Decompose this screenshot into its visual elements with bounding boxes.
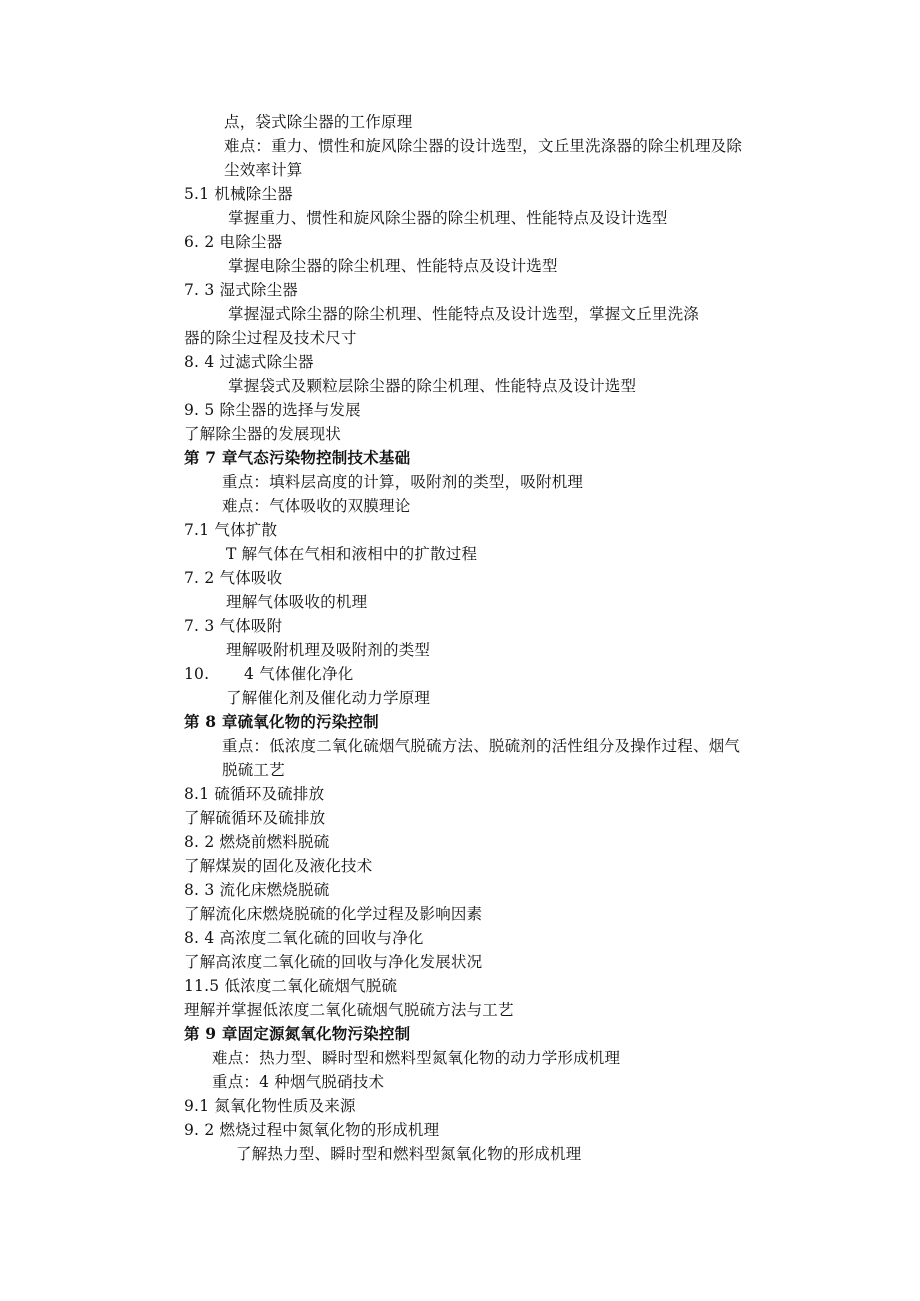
text-line: 尘效率计算 xyxy=(224,161,303,179)
section-heading: 8. 4 过滤式除尘器 xyxy=(184,353,314,371)
text-line: 掌握电除尘器的除尘机理、性能特点及设计选型 xyxy=(228,257,558,275)
section-heading: 7. 3 气体吸附 xyxy=(184,617,283,635)
text-line: 重点：填料层高度的计算，吸附剂的类型，吸附机理 xyxy=(222,473,584,491)
section-heading: 7. 3 湿式除尘器 xyxy=(184,281,299,299)
section-heading: 11.5 低浓度二氧化硫烟气脱硫 xyxy=(184,977,398,995)
section-heading: 8.1 硫循环及硫排放 xyxy=(184,785,325,803)
text-line: T 解气体在气相和液相中的扩散过程 xyxy=(226,545,478,563)
text-line: 掌握重力、惯性和旋风除尘器的除尘机理、性能特点及设计选型 xyxy=(228,209,668,227)
text-line: 了解煤炭的固化及液化技术 xyxy=(184,857,373,875)
text-line: 点，袋式除尘器的工作原理 xyxy=(224,113,413,131)
text-line: 理解气体吸收的机理 xyxy=(226,593,368,611)
section-heading: 8. 2 燃烧前燃料脱硫 xyxy=(184,833,330,851)
section-heading: 8. 3 流化床燃烧脱硫 xyxy=(184,881,330,899)
text-line: 难点：重力、惯性和旋风除尘器的设计选型，文丘里洗涤器的除尘机理及除 xyxy=(224,137,743,155)
chapter-heading: 第 8 章硫氧化物的污染控制 xyxy=(184,712,379,731)
text-line: 重点：低浓度二氧化硫烟气脱硫方法、脱硫剂的活性组分及操作过程、烟气 xyxy=(222,737,741,755)
text-line: 难点：气体吸收的双膜理论 xyxy=(222,497,411,515)
section-heading: 5.1 机械除尘器 xyxy=(184,185,293,203)
section-heading: 7. 2 气体吸收 xyxy=(184,569,283,587)
text-line: 难点：热力型、瞬时型和燃料型氮氧化物的动力学形成机理 xyxy=(212,1049,621,1067)
section-heading: 8. 4 高浓度二氧化硫的回收与净化 xyxy=(184,929,424,947)
section-heading: 7.1 气体扩散 xyxy=(184,521,278,539)
text-line: 了解高浓度二氧化硫的回收与净化发展状况 xyxy=(184,953,483,971)
text-line: 理解并掌握低浓度二氧化硫烟气脱硫方法与工艺 xyxy=(184,1001,514,1019)
text-line: 了解除尘器的发展现状 xyxy=(184,425,342,443)
section-heading: 6. 2 电除尘器 xyxy=(184,233,283,251)
text-line: 了解硫循环及硫排放 xyxy=(184,809,326,827)
section-heading: 9. 5 除尘器的选择与发展 xyxy=(184,401,361,419)
text-line: 了解催化剂及催化动力学原理 xyxy=(226,689,431,707)
text-line: 理解吸附机理及吸附剂的类型 xyxy=(226,641,431,659)
section-heading: 4 气体催化净化 xyxy=(244,665,354,683)
text-line: 重点：4 种烟气脱硝技术 xyxy=(212,1073,385,1091)
text-line: 了解流化床燃烧脱硫的化学过程及影响因素 xyxy=(184,905,483,923)
text-line: 器的除尘过程及技术尺寸 xyxy=(184,329,357,347)
text-line: 掌握湿式除尘器的除尘机理、性能特点及设计选型，掌握文丘里洗涤 xyxy=(228,305,700,323)
text-line: 掌握袋式及颗粒层除尘器的除尘机理、性能特点及设计选型 xyxy=(228,377,637,395)
text-line: 了解热力型、瞬时型和燃料型氮氧化物的形成机理 xyxy=(236,1145,582,1163)
text-line: 脱硫工艺 xyxy=(222,761,285,779)
chapter-heading: 第 9 章固定源氮氧化物污染控制 xyxy=(184,1024,411,1043)
section-heading: 9. 2 燃烧过程中氮氧化物的形成机理 xyxy=(184,1121,440,1139)
section-heading: 9.1 氮氧化物性质及来源 xyxy=(184,1097,356,1115)
section-number: 10. xyxy=(184,665,210,683)
chapter-heading: 第 7 章气态污染物控制技术基础 xyxy=(184,448,411,467)
